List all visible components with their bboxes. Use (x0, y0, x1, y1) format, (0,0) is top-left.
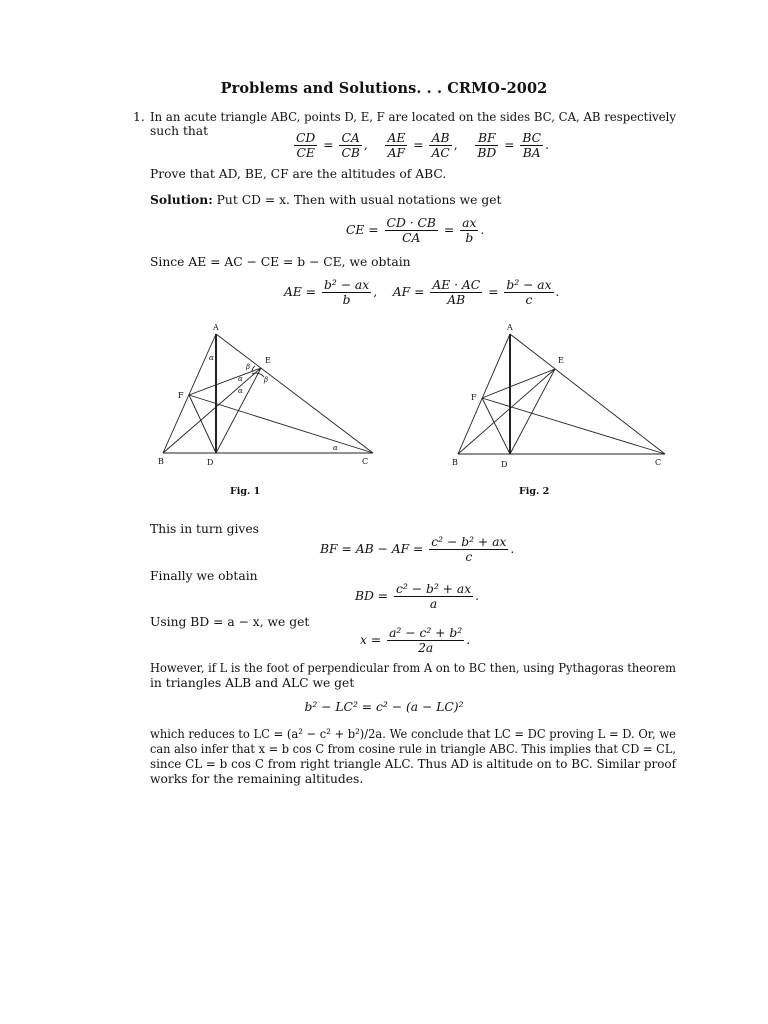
ratio-equation (292, 131, 549, 160)
period: . (555, 285, 560, 299)
fraction-denominator: 2a (387, 640, 464, 655)
fraction-denominator: c (504, 292, 553, 307)
figure-1-caption: Fig. 1 (230, 486, 261, 497)
conclusion-line: since CL = b cos C from right triangle ALC. Thus AD is altitude on to BC. Similar proof (150, 757, 676, 771)
fraction-numerator: CD · CB (386, 216, 436, 230)
fraction-denominator: b (322, 292, 371, 307)
fraction-numerator: CA (341, 131, 360, 145)
equation-lhs: AF = (392, 285, 425, 299)
period: . (545, 138, 549, 152)
fraction-denominator: c (429, 549, 508, 564)
equation-lhs: BD = (355, 589, 389, 603)
equals-sign: = (504, 138, 515, 152)
using-line: Using BD = a − x, we get (150, 615, 310, 629)
equals-sign: = (488, 285, 499, 299)
fraction-denominator: BA (520, 145, 543, 160)
fraction-denominator: b (460, 230, 478, 245)
equation-lhs: x = (360, 633, 382, 647)
prove-statement: Prove that AD, BE, CF are the altitudes of ABC. (150, 167, 447, 181)
bf-equation (320, 535, 514, 564)
fraction-numerator: c² − b² + ax (431, 535, 507, 549)
vertex-label-d: D (207, 458, 214, 467)
figure-2-caption: Fig. 2 (519, 486, 550, 497)
angle-label: α (238, 387, 243, 395)
fraction-denominator: CB (341, 146, 360, 160)
angle-label: α (333, 444, 338, 452)
vertex-label-f: F (178, 391, 184, 400)
vertex-label-e: E (265, 356, 271, 365)
problem-number: 1. (133, 110, 145, 124)
conclusion-line: works for the remaining altitudes. (150, 772, 364, 786)
fraction-numerator: AE · AC (432, 278, 481, 292)
fraction-numerator: ax (462, 216, 477, 230)
fraction-denominator: AC (431, 146, 450, 160)
fraction-numerator: AE (387, 131, 406, 145)
equation-lhs: BF = AB − AF = (320, 542, 424, 556)
fraction-denominator: AB (430, 292, 482, 307)
fraction-denominator: CE (294, 145, 317, 160)
angle-arc (252, 373, 264, 377)
cevian-be (163, 368, 261, 453)
comma: , (453, 138, 458, 152)
problem-line-1: In an acute triangle ABC, points D, E, F are located on the sides BC, CA, AB respectively (150, 110, 676, 124)
fraction-denominator: CA (385, 230, 438, 245)
period: . (510, 542, 515, 556)
since-line: Since AE = AC − CE = b − CE, we obtain (150, 255, 411, 269)
solution-label: Solution: (150, 192, 213, 207)
equation-lhs: AE = (284, 285, 317, 299)
ae-af-equation (284, 278, 559, 307)
equals-sign: = (443, 223, 455, 237)
side-ab (458, 334, 510, 454)
fraction-denominator: BD (477, 146, 497, 160)
period: . (466, 633, 471, 647)
period: . (475, 589, 480, 603)
angle-label: α (238, 375, 243, 383)
gives-line: This in turn gives (150, 522, 259, 536)
fraction-numerator: BF (477, 131, 496, 145)
angle-label: β (246, 363, 251, 371)
segment-fd (482, 398, 510, 454)
comma: , (373, 285, 378, 299)
however-line-1: However, if L is the foot of perpendicular from A on to BC then, using Pythagoras theorem (150, 661, 676, 675)
segment-de (510, 369, 555, 454)
conclusion-line: which reduces to LC = (a² − c² + b²)/2a. We conclude that LC = DC proving L = D. Or, we (150, 727, 676, 741)
vertex-label-e: E (558, 356, 564, 365)
fraction-numerator: CD (296, 131, 316, 145)
vertex-label-f: F (471, 393, 477, 402)
vertex-label-a: A (213, 323, 219, 332)
vertex-label-b: B (158, 457, 164, 466)
figure-1-diagram (150, 318, 390, 476)
equals-sign: = (323, 138, 334, 152)
fraction-denominator: a (394, 596, 473, 611)
angle-label: β (264, 376, 269, 384)
fraction-numerator: AB (431, 131, 450, 145)
segment-fd (189, 395, 216, 453)
conclusion-line: can also infer that x = b cos C from cosine rule in triangle ABC. This implies that CD = CL, (150, 742, 676, 756)
equals-sign: = (413, 138, 424, 152)
angle-label: α (209, 354, 214, 362)
fraction-numerator: c² − b² + ax (396, 582, 472, 596)
cevian-be (458, 369, 555, 454)
comma: , (363, 138, 368, 152)
pythagoras-equation: b² − LC² = c² − (a − LC)² (304, 700, 464, 714)
bd-equation (355, 582, 479, 611)
solution-intro: Put CD = x. Then with usual notations we get (216, 193, 502, 207)
vertex-label-c: C (655, 458, 662, 467)
fraction-numerator: BC (522, 131, 542, 145)
vertex-label-d: D (501, 460, 508, 469)
vertex-label-a: A (507, 323, 513, 332)
fraction-numerator: a² − c² + b² (389, 626, 463, 640)
however-line-2: in triangles ALB and ALC we get (150, 676, 355, 690)
ce-equation (346, 216, 484, 245)
page-title: Problems and Solutions. . . CRMO-2002 (220, 80, 548, 97)
solution-line (150, 192, 501, 208)
figure-2-diagram (445, 318, 675, 476)
period: . (480, 223, 485, 237)
vertex-label-c: C (362, 457, 369, 466)
segment-fe (189, 368, 261, 395)
x-equation (360, 626, 470, 655)
vertex-label-b: B (452, 458, 458, 467)
fraction-numerator: b² − ax (506, 278, 552, 292)
side-ac (510, 334, 665, 454)
fraction-numerator: b² − ax (324, 278, 370, 292)
problem-line-2: such that (150, 124, 209, 138)
finally-line: Finally we obtain (150, 569, 258, 583)
equation-lhs: CE = (346, 223, 379, 237)
fraction-denominator: AF (385, 145, 407, 160)
